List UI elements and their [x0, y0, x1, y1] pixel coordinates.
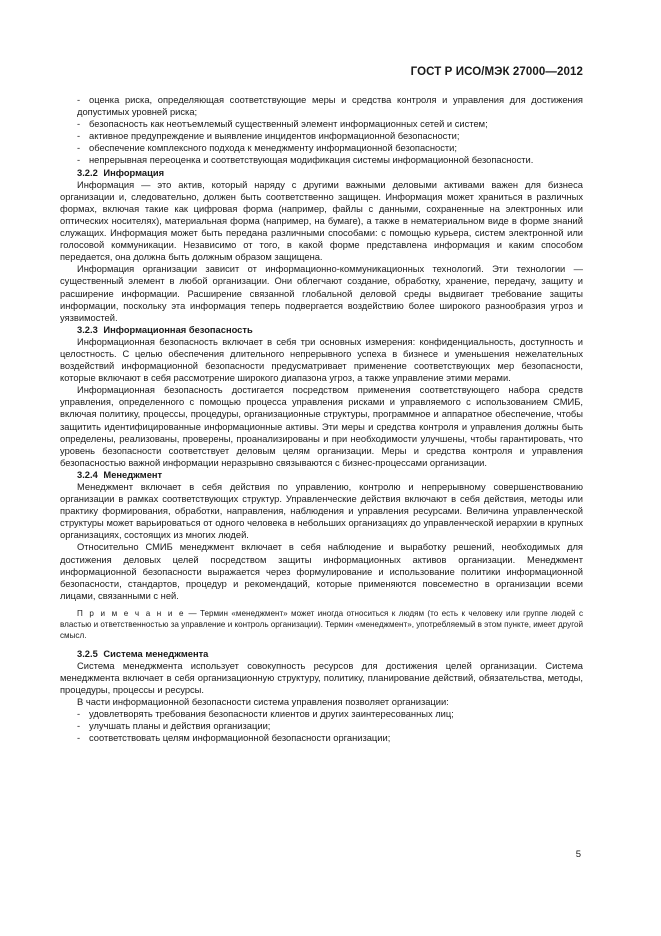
section-number: 3.2.3 [77, 324, 98, 335]
section-number: 3.2.5 [77, 648, 98, 659]
paragraph: Информация — это актив, который наряду с другими важными деловыми активами важен для бизнеса организации и, следовательно, должен быть соответственно защищен. Информация может храниться в различных формах, включая такие как цифровая форма (например, файлы с данными, сохраненные на электронных или оптических носителях), материальная форма (например, на бумаге), а также в нематериальном виде в форме знаний служащих. Информация может быть передана различными способами: с помощью курьера, систем электронной или голосовой коммуникации. Независимо от того, в какой форме представлена информация и каким способом передается, она должна быть должным образом защищена. [60, 179, 583, 263]
list-item-text: оценка риска, определяющая соответствующие меры и средства контроля и управления для достижения допустимых уровней риска; [77, 95, 583, 118]
note-label: П р и м е ч а н и е [77, 608, 186, 618]
list-item [60, 142, 583, 154]
paragraph: Менеджмент включает в себя действия по управлению, контролю и непрерывному совершенствованию организации в рамках соответствующих структур. Управленческие действия включают в себя действия, методы или практику формирования, обработки, направления, наблюдения и управления ресурсами. Величина управленческой структуры может варьироваться от одного человека в небольших организациях до управленческой иерархии в крупных организациях, состоящих из многих людей. [60, 482, 583, 541]
list-item [60, 732, 583, 744]
list-item [60, 94, 583, 118]
list-item [60, 708, 583, 720]
dash-marker: - [77, 131, 81, 142]
paragraph: Информация организации зависит от информационно-коммуникационных технологий. Эти технологии — существенный элемент в любой организации. Они облегчают создание, обработку, хранение, передачу, защиту и расширение информации. Расширение связанной глобальной деловой среды выдвигает требование защиты информации, поскольку эта информация теперь подвергается воздействию более широкого разнообразия угроз и уязвимостей. [60, 264, 583, 323]
list-item-text: безопасность как неотъемлемый существенный элемент информационных сетей и систем; [89, 119, 488, 130]
section-title: Система менеджмента [103, 648, 209, 659]
section-heading-3-2-2 [60, 167, 583, 179]
dash-marker: - [77, 95, 81, 105]
dash-marker: - [77, 733, 81, 744]
paragraph: Система менеджмента использует совокупность ресурсов для достижения целей организации. Система менеджмента включает в себя организационную структуру, политику, планирование действий, обязательства, методы, процедуры, процессы и ресурсы. [60, 660, 583, 695]
section-number: 3.2.2 [77, 167, 98, 178]
list-item-text: соответствовать целям информационной безопасности организации; [89, 733, 391, 744]
list-item-text: активное предупреждение и выявление инцидентов информационной безопасности; [89, 131, 460, 142]
dash-marker: - [77, 721, 81, 732]
section-title: Информация [103, 167, 165, 178]
note [60, 608, 583, 642]
section-heading-3-2-3 [60, 324, 583, 336]
section-title: Менеджмент [103, 469, 163, 480]
list-item [60, 720, 583, 732]
list-item-text: обеспечение комплексного подхода к менеджменту информационной безопасности; [89, 143, 457, 154]
page-number: 5 [575, 849, 581, 860]
list-item [60, 118, 583, 130]
section-number: 3.2.4 [77, 469, 98, 480]
list-item-text: непрерывная переоценка и соответствующая модификация системы информационной безопасности. [89, 155, 534, 166]
paragraph: В части информационной безопасности система управления позволяет организации: [77, 696, 449, 707]
list-item-text: удовлетворять требования безопасности клиентов и других заинтересованных лиц; [89, 709, 454, 720]
section-title: Информационная безопасность [103, 324, 253, 335]
paragraph: Информационная безопасность достигается посредством применения соответствующего набора средств управления, определенного с помощью процесса управления рисками и управляемого с использованием СМИБ, включая политику, процессы, процедуры, организационные структуры, программное и аппаратное обеспечение, чтобы защитить идентифицированные информационные активы. Эти меры и средства контроля и управления должны быть определены, реализованы, проверены, проанализированы и при необходимости улучшены, чтобы гарантировать, что уровень безопасности соответствует деловым целям организации. Меры и средства контроля и управления безопасностью важной информации неразрывно связываются с бизнес-процессами организации. [60, 385, 583, 468]
note-text: — Термин «менеджмент» может иногда относиться к людям (то есть к человеку или группе людей с властью и ответственностью за управление и контроль организации). Термин «менеджмент», употребляемый в этом пункте, имеет другой смысл. [60, 608, 584, 641]
standard-header: ГОСТ Р ИСО/МЭК 27000—2012 [410, 66, 583, 78]
dash-marker: - [77, 709, 81, 720]
dash-marker: - [77, 119, 81, 130]
section-heading-3-2-4 [60, 469, 583, 481]
dash-marker: - [77, 155, 81, 166]
list-item-text: улучшать планы и действия организации; [89, 721, 271, 732]
section-heading-3-2-5 [60, 648, 583, 660]
list-item [60, 154, 583, 166]
paragraph: Относительно СМИБ менеджмент включает в себя наблюдение и выработку решений, необходимых для достижения деловых целей посредством защиты информационных активов организации. Менеджмент информационной безопасности выражается через формулирование и использование политики информационной безопасности, стандартов, процедур и рекомендаций, которые применяются повсеместно в организации всеми лицами, связанными с ней. [60, 542, 583, 601]
page-body [60, 94, 583, 744]
paragraph: Информационная безопасность включает в себя три основных измерения: конфиденциальность, доступность и целостность. С целью обеспечения длительного непрерывного успеха в бизнесе и уменьшения нежелательных воздействий информационной безопасности предусматривает применение соответствующих мер безопасности, которые включают в себя рассмотрение широкого диапазона угроз, а также управление этими мерами. [60, 336, 583, 384]
list-item [60, 130, 583, 142]
dash-marker: - [77, 143, 81, 154]
